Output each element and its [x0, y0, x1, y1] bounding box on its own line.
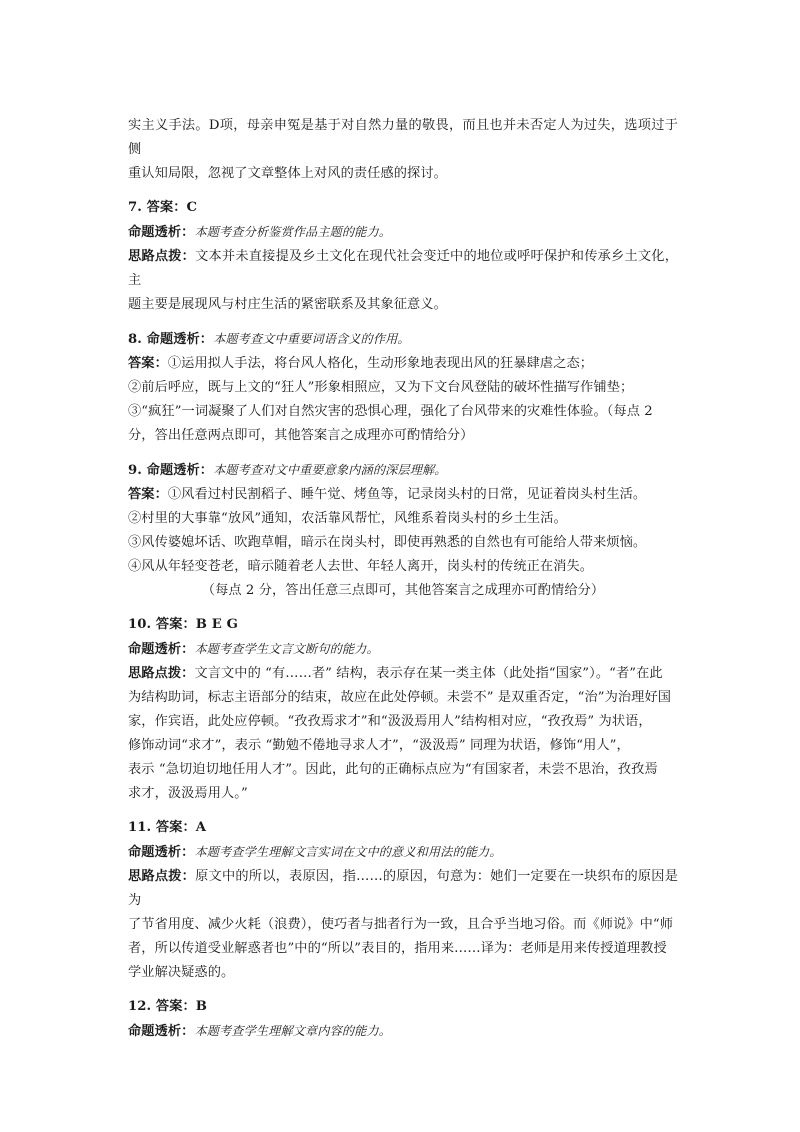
- q11-analysis-label: 命题透析：: [128, 845, 195, 860]
- q8-answer-text-1: ①运用拟人手法，将台风人格化，生动形象地表现出风的狂暴肆虐之态；: [167, 356, 594, 371]
- q8-heading-label: 8. 命题透析：: [128, 332, 214, 347]
- intro-line-2: 重认知局限，忽视了文章整体上对风的责任感的探讨。: [128, 166, 447, 181]
- q8-answer-line-2: ②前后呼应，既与上文的“狂人”形象相照应，又为下文台风登陆的破坏性描写作铺垫；: [128, 380, 634, 395]
- intro-line-1: 实主义手法。D项，母亲申冤是基于对自然力量的敬畏，而且也并未否定人为过失，选项过于侧: [128, 118, 678, 157]
- q8-answer-label: 答案：: [128, 356, 168, 371]
- q10-hint-line-5: 表示 “急切迫切地任用人才”。因此，此句的正确标点应为“有国家者，未尝不思治，孜孜焉: [128, 762, 658, 777]
- q7-heading: 7. 答案：C: [128, 200, 198, 215]
- q10-hint-line-3: 家，作宾语，此处应停顿。“孜孜焉求才”和“汲汲焉用人”结构相对应，“孜孜焉” 为状语，: [128, 714, 652, 729]
- q12-analysis: [128, 1019, 678, 1044]
- q9-heading-label: 9. 命题透析：: [128, 463, 214, 478]
- q12-analysis-label: 命题透析：: [128, 1024, 195, 1039]
- q11-hint-text: 原文中的所以，表原因，指……的原因，句意为：她们一定要在一块织布的原因是为: [128, 869, 678, 908]
- q11-hint-line-3: 者，所以传道受业解惑者也”中的“所以”表目的，指用来……译为：老师是用来传授道理教授: [128, 941, 667, 956]
- q9-answer-label: 答案：: [128, 487, 168, 502]
- q9-heading: [128, 458, 678, 483]
- q11-analysis-text: 本题考查学生理解文言实词在文中的意义和用法的能力。: [194, 845, 502, 859]
- q8-heading: [128, 327, 678, 352]
- q7-hint-text: 文本并未直接提及乡土文化在现代社会变迁中的地位或呼吁保护和传承乡土文化，主: [128, 249, 678, 288]
- q9-answer-line-4: ④风从年轻变苍老，暗示随着老人去世、年轻人离开，岗头村的传统正在消失。: [128, 559, 594, 574]
- q8-answer-line-3: ③“疯狂”一词凝聚了人们对自然灾害的恐惧心理，强化了台风带来的灾难性体验。（每点 2: [128, 404, 653, 419]
- q11-heading: 11. 答案：A: [128, 820, 207, 835]
- q11-hint: [128, 865, 678, 913]
- q10-hint-line-6: 求才，汲汲焉用人。”: [128, 786, 248, 801]
- q10-hint-line-4: 修饰动词“求才”，表示 “勤勉不倦地寻求人才”，“汲汲焉” 同理为状语，修饰“用人”，: [128, 738, 630, 753]
- q9-scoring-note: （每点 2 分，答出任意三点即可，其他答案言之成理亦可酌情给分）: [201, 583, 605, 598]
- q12-analysis-text: 本题考查学生理解文章内容的能力。: [194, 1024, 392, 1038]
- q7-hint-line-2: 题主要是展现风与村庄生活的紧密联系及其象征意义。: [128, 297, 447, 312]
- q10-hint-line-2: 为结构助词，标志主语部分的结束，故应在此处停顿。未尝不” 是双重否定，“治”为治理好国: [128, 690, 672, 705]
- q10-hint: [128, 662, 678, 686]
- q12-heading: 12. 答案：B: [128, 999, 208, 1014]
- q8-heading-text: 本题考查文中重要词语含义的作用。: [213, 332, 410, 346]
- q8-answer-line-4: 分，答出任意两点即可，其他答案言之成理亦可酌情给分）: [128, 428, 474, 443]
- q7-analysis: [128, 220, 678, 245]
- q7-hint: [128, 245, 678, 293]
- q10-hint-label: 思路点拨：: [128, 666, 195, 681]
- q10-analysis-label: 命题透析：: [128, 642, 195, 657]
- q9-answer-text-1: ①风看过村民割稻子、睡午觉、烤鱼等，记录岗头村的日常，见证着岗头村生活。: [167, 487, 647, 502]
- q11-hint-line-4: 学业解决疑惑的。: [128, 965, 235, 980]
- q9-answer-line-2: ②村里的大事靠“放风”通知，农活靠风帮忙，风维系着岗头村的乡土生活。: [128, 511, 567, 526]
- document-body: [128, 114, 678, 1044]
- q10-analysis-text: 本题考查学生文言文断句的能力。: [194, 642, 379, 656]
- q7-analysis-label: 命题透析：: [128, 225, 195, 240]
- q10-hint-text: 文言文中的 “有……者” 结构，表示存在某一类主体（此处指“国家”）。“者”在此: [194, 666, 663, 681]
- q11-hint-label: 思路点拨：: [128, 869, 196, 884]
- q7-analysis-text: 本题考查分析鉴赏作品主题的能力。: [194, 225, 392, 239]
- q8-answer-line-1: [128, 352, 678, 376]
- q11-analysis: [128, 840, 678, 865]
- q9-heading-text: 本题考查对文中重要意象内涵的深层理解。: [213, 463, 447, 477]
- q10-analysis: [128, 637, 678, 662]
- q9-answer-line-3: ③风传婆媳坏话、吹跑草帽，暗示在岗头村，即使再熟悉的自然也有可能给人带来烦恼。: [128, 535, 647, 550]
- q11-hint-line-2: 了节省用度、减少火耗（浪费），使巧者与拙者行为一致，且合乎当地习俗。而《师说》中“师: [128, 917, 674, 932]
- q10-heading: 10. 答案：B E G: [128, 617, 238, 632]
- q9-answer-line-1: [128, 483, 678, 507]
- q7-hint-label: 思路点拨：: [128, 249, 196, 264]
